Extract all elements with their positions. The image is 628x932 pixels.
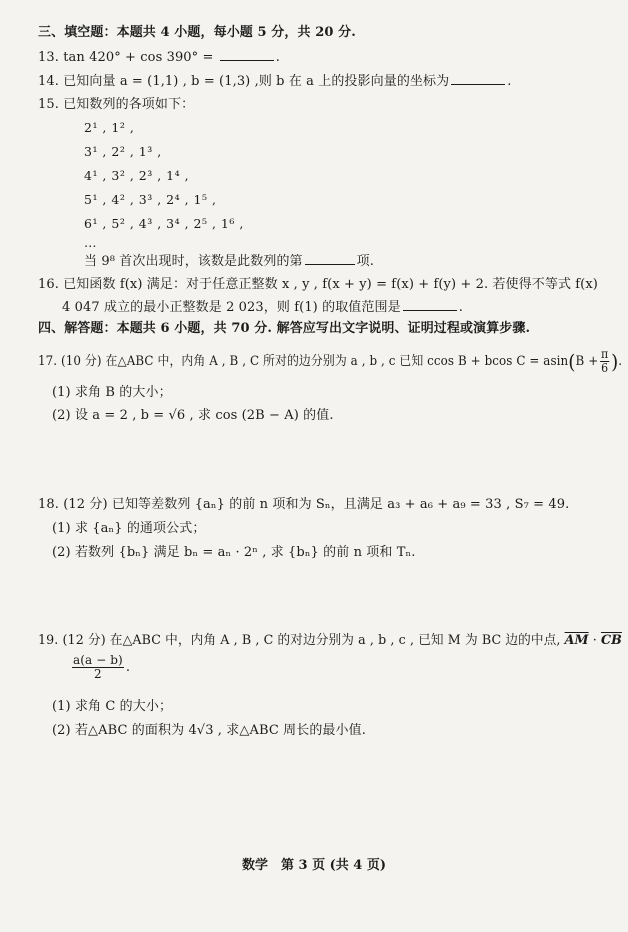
q15-row-4: 5¹ , 4² , 3³ , 2⁴ , 1⁵ , [84,192,217,207]
q15-row-1: 2¹ , 1² , [84,120,135,135]
q15-question-post: 项. [356,254,374,269]
q17-stem-pre: 17. (10 分) 在△ABC 中，内角 A , B , C 所对的边分别为 a , b , c 已知 ccos B + bcos C = asin [38,354,569,369]
q17-fraction [600,348,609,375]
q15-intro: 15. 已知数列的各项如下： [38,97,195,112]
q19-frac-end: . [125,660,131,675]
q19-dot: · [592,633,597,648]
q19-stem [38,632,622,650]
q19-vector-am: $\overline{AM}$ [564,633,589,648]
q16-answer-blank[interactable] [403,298,457,311]
q17-frac-num: π [601,347,609,361]
q15-row-2: 3¹ , 2² , 1³ , [84,144,162,159]
q14-end: . [507,74,512,89]
q15-row-5: 6¹ , 5² , 4³ , 3⁴ , 2⁵ , 1⁶ , [84,216,244,231]
q17-frac-den: 6 [601,361,609,375]
q19-frac-num: a(a − b) [73,653,123,667]
q14-text: 14. 已知向量 a = (1,1) , b = (1,3) ,则 b 在 a 上的投影向量的坐标为 [38,74,450,89]
q17-part-2: (2) 设 a = 2 , b = √6 , 求 cos (2B − A) 的值. [52,408,334,423]
q13-answer-blank[interactable] [220,48,274,61]
q16-line2-post: . [458,300,463,315]
q18-stem: 18. (12 分) 已知等差数列 {aₙ} 的前 n 项和为 Sₙ，且满足 a₃ + a₆ + a₉ = 33 , S₇ = 49. [38,497,570,512]
q16-line-2 [62,298,463,317]
q17-part-1: (1) 求角 B 的大小； [52,385,172,400]
q17-stem-end: . [618,354,623,369]
q17-open-paren: ( [568,349,576,374]
q19-stem-pre: 19. (12 分) 在△ABC 中，内角 A , B , C 的对边分别为 a , b , c , 已知 M 为 BC 边的中点, [38,633,561,648]
q13-end: . [275,50,280,65]
q16-line2-pre: 4 047 成立的最小正整数是 2 023，则 f(1) 的取值范围是 [62,300,401,315]
q17-close-paren: ) [611,349,619,374]
q15-question [84,252,374,271]
q19-part-2: (2) 若△ABC 的面积为 4√3 , 求△ABC 周长的最小值. [52,723,366,738]
section4-heading: 四、解答题：本题共 6 小题，共 70 分. 解答应写出文字说明、证明过程或演算步骤. [38,321,531,336]
q17-stem [38,348,622,375]
question-14 [38,72,511,91]
q18-part-2: (2) 若数列 {bₙ} 满足 bₙ = aₙ · 2ⁿ , 求 {bₙ} 的前 n 项和 Tₙ. [52,545,416,560]
q19-fraction [72,654,124,681]
q19-vector-cb: $\overline{CB}$ [600,633,622,648]
q19-frac-den: 2 [94,667,102,681]
q15-row-3: 4¹ , 3² , 2³ , 1⁴ , [84,168,190,183]
q14-answer-blank[interactable] [451,72,505,85]
page-footer: 数学 第 3 页 (共 4 页) [241,858,387,873]
q15-row-ellipsis: … [84,235,97,250]
q13-text: 13. tan 420° + cos 390° = [38,50,218,65]
question-13 [38,48,280,67]
q18-part-1: (1) 求 {aₙ} 的通项公式； [52,521,206,536]
section3-heading: 三、填空题：本题共 4 小题，每小题 5 分，共 20 分. [38,25,356,40]
q19-fraction-line [70,654,130,681]
q16-line-1: 16. 已知函数 f(x) 满足：对于任意正整数 x , y , f(x + y) = f(x) + f(y) + 2. 若使得不等式 f(x) [38,277,598,292]
q19-part-1: (1) 求角 C 的大小； [52,699,173,714]
q15-question-pre: 当 9⁸ 首次出现时，该数是此数列的第 [84,254,303,269]
q15-answer-blank[interactable] [305,252,355,265]
q17-stem-angle: B + [575,354,599,369]
